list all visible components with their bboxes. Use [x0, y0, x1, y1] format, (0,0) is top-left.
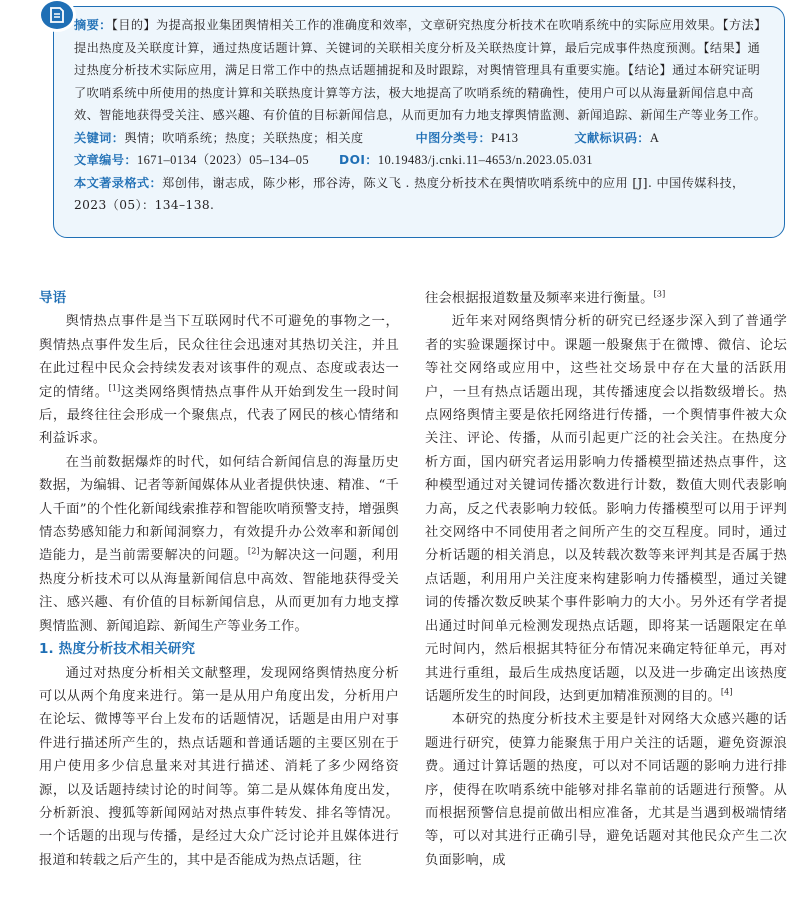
- keywords-value: 舆情；吹哨系统；热度；关联热度；相关度: [124, 130, 364, 145]
- left-column: [39, 287, 399, 872]
- tag-conclusion: 【结论】: [627, 63, 673, 77]
- paragraph: [39, 451, 399, 638]
- section-heading: 1. 热度分析技术相关研究: [39, 641, 196, 658]
- doc-code-value: A: [649, 130, 660, 145]
- abstract-conclusion: 通过本研究证明了吹哨系统中所使用的热度计算和关联热度计算等方法，极大地提高了吹哨系统的精确性，使用户可以从海量新闻信息中高效、智能地获得受关注、感兴趣、有价值的目标新闻信息，从而更加有力地支撑舆情监测、新闻追踪、新闻生产等业务工作。: [74, 63, 767, 122]
- reference-mark[interactable]: [3]: [653, 289, 666, 299]
- paragraph: [39, 310, 399, 450]
- tag-result: 【结果】: [703, 40, 748, 55]
- tag-purpose: 【目的】: [111, 18, 157, 32]
- paragraph-text: 本研究的热度分析技术主要是针对网络大众感兴趣的话题进行研究，使算力能聚焦于用户关注的话题，避免资源浪费。通过计算话题的热度，可以对不同话题的影响力进行排序，使得在吹哨系统中能够对排名靠前的话题进行预警。从而根据预警信息提前做出相应准备，尤其是当遇到极端情绪等，可以对其进行正确引导，避免话题对其他民众产生二次负面影响，成: [425, 712, 787, 868]
- right-column: [425, 287, 787, 872]
- clc-label: 中图分类号：: [415, 130, 492, 145]
- reference-mark[interactable]: [2]: [247, 547, 260, 557]
- keywords-label: 关键词：: [74, 130, 125, 145]
- paragraph-text: 这类网络舆情热点事件从开始到发生一段时间后，最终往往会形成一个聚焦点，代表了网民的核心情绪和利益诉求。: [39, 384, 399, 447]
- paragraph-text: 近年来对网络舆情分析的研究已经逐步深入到了普通学者的实验课题探讨中。课题一般聚焦于在微博、微信、论坛等社交网络或应用中，这些社交场景中存在大量的活跃用户，一旦有热点话题出现，其传播速度会以指数级增长。热点网络舆情主要是依托网络进行传播，一个舆情事件被大众关注、评论、传播，从而引起更广泛的社会关注。在热度分析方面，国内研究者运用影响力传播模型描述热点事件，这种模型通过对关键词传播次数进行计数，数值大则代表影响力高，反之代表影响力较低。影响力传播模型可以用于评判社交网络中不同使用者之间所产生的交互程度。同时，通过分析话题的相关消息，以及转载次数等来评判其是否属于热点话题，利用用户关注度来构建影响力传播模型，通过关键词的传播次数反映某个事件影响力的大小。另外还有学者提出通过时间单元检测发现热点话题，即将某一话题限定在单元时间内，然后根据其特征分布情况来确定特征单元，再对其进行重组，最后生成热度话题，以及进一步确定出该热度话题所发生的时间段，达到更加精准预测的目的。: [425, 314, 787, 704]
- paragraph: [39, 662, 399, 873]
- abstract-paragraph: [74, 14, 769, 127]
- doi-label: DOI：: [339, 153, 378, 167]
- reference-mark[interactable]: [1]: [108, 383, 121, 393]
- heading-intro: 导语: [39, 290, 67, 306]
- citation-value: 郑创伟，谢志成，陈少彬，邢谷涛，陈义飞 . 热度分析技术在舆情吹哨系统中的应用 [J]. 中国传媒科技，2023（05）：134–138.: [74, 175, 745, 212]
- abstract-text: [74, 14, 769, 217]
- logo-glyph-icon: [48, 6, 66, 24]
- abstract-result: 通过热度分析技术实际应用，满足日常工作中的热点话题捕捉和及时跟踪，对舆情管理具有重要实施。: [74, 40, 761, 77]
- paragraph-text: 舆情热点事件是当下互联网时代不可避免的事物之一，舆情热点事件发生后，民众往往会迅速对其热切关注，并且在此过程中民众会持续发表对该事件的观点、态度或表达一定的情绪。: [39, 314, 399, 400]
- paragraph-text: 通过对热度分析相关文献整理，发现网络舆情热度分析可以从两个角度来进行。第一是从用户角度出发，分析用户在论坛、微博等平台上发布的话题情况，话题是由用户对事件进行描述所产生的，热点话题和普通话题的主要区别在于用户使用多少信息量来对其进行描述、消耗了多少网络资源，以及话题持续讨论的时间等。第二是从媒体角度出发，分析新浪、搜狐等新闻网站对热点事件转发、排名等情况。一个话题的出现与传播，是经过大众广泛讨论并且媒体进行报道和转载之后产生的，其中是否能成为热点话题，往: [39, 665, 399, 868]
- citation-row: [74, 172, 769, 217]
- tag-method: 【方法】: [722, 18, 767, 32]
- paragraph-text: 为解决这一问题，利用热度分析技术可以从海量新闻信息中高效、智能地获得受关注、感兴趣、有价值的目标新闻信息，从而更加有力地支撑舆情监测、新闻追踪、新闻生产等业务工作。: [39, 548, 399, 634]
- paragraph-text: 在当前数据爆炸的时代，如何结合新闻信息的海量历史数据，为编辑、记者等新闻媒体从业者提供快速、精准、“千人千面”的个性化新闻线索推荐和智能吹哨预警支持，增强舆情态势感知能力和新闻洞察力，有效提升办公效率和新闻创造能力，是当前需要解决的问题。: [39, 454, 399, 564]
- article-no-row: [74, 149, 769, 172]
- article-no-value: 1671–0134（2023）05–134–05: [136, 153, 310, 167]
- reference-mark[interactable]: [4]: [720, 687, 733, 697]
- doc-code-label: 文献标识码：: [574, 130, 650, 145]
- clc-value: P413: [491, 130, 519, 145]
- abstract-label: 摘要：: [74, 18, 112, 32]
- doi-value[interactable]: 10.19483/j.cnki.11–4653/n.2023.05.031: [377, 153, 593, 167]
- paragraph: [425, 287, 787, 310]
- article-no-label: 文章编号：: [74, 153, 137, 167]
- abstract-method: 提出热度及关联度计算，通过热度话题计算、关键词的关联相关度分析及关联热度计算，最后完成事件热度预测。: [74, 40, 704, 55]
- citation-label: 本文著录格式：: [74, 175, 163, 190]
- paragraph-text: 往会根据报道数量及频率来进行衡量。: [425, 291, 654, 306]
- abstract-purpose: 为提高报业集团舆情相关工作的准确度和效率，文章研究热度分析技术在吹哨系统中的实际应用效果。: [156, 18, 723, 32]
- paragraph: [425, 310, 787, 708]
- paragraph: [425, 708, 787, 872]
- keywords-row: [74, 127, 769, 150]
